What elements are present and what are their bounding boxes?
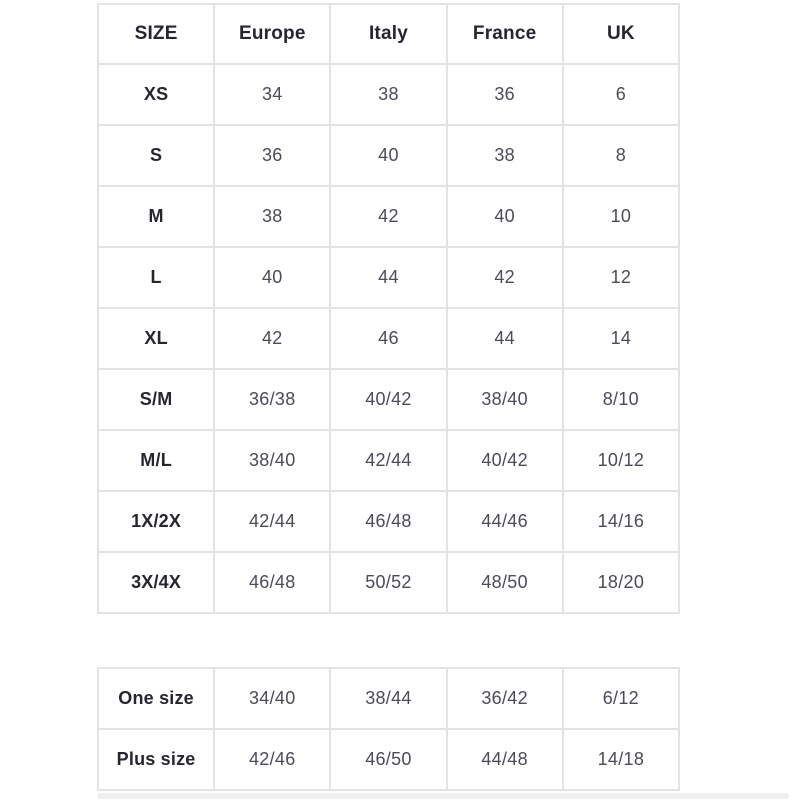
table-row xyxy=(98,668,679,729)
size-rows xyxy=(98,64,679,613)
value-cell: 46/50 xyxy=(330,729,446,790)
size-label-cell: XL xyxy=(98,308,214,369)
size-label-cell: XS xyxy=(98,64,214,125)
value-cell: 42 xyxy=(447,247,563,308)
table-row xyxy=(98,491,679,552)
header-cell-europe: Europe xyxy=(214,4,330,64)
value-cell: 38 xyxy=(447,125,563,186)
value-cell: 36 xyxy=(447,64,563,125)
special-size-rows xyxy=(98,668,679,790)
value-cell: 42/44 xyxy=(330,430,446,491)
value-cell: 44/46 xyxy=(447,491,563,552)
size-label-cell: S/M xyxy=(98,369,214,430)
value-cell: 10/12 xyxy=(563,430,679,491)
value-cell: 34/40 xyxy=(214,668,330,729)
value-cell: 46/48 xyxy=(330,491,446,552)
value-cell: 38/40 xyxy=(447,369,563,430)
horizontal-scrollbar[interactable] xyxy=(97,793,789,799)
value-cell: 46/48 xyxy=(214,552,330,613)
table-row xyxy=(98,430,679,491)
table-row xyxy=(98,186,679,247)
value-cell: 6 xyxy=(563,64,679,125)
value-cell: 42/44 xyxy=(214,491,330,552)
value-cell: 14/16 xyxy=(563,491,679,552)
table-row xyxy=(98,125,679,186)
value-cell: 10 xyxy=(563,186,679,247)
header-cell-italy: Italy xyxy=(330,4,446,64)
value-cell: 42/46 xyxy=(214,729,330,790)
value-cell: 34 xyxy=(214,64,330,125)
value-cell: 50/52 xyxy=(330,552,446,613)
value-cell: 44 xyxy=(330,247,446,308)
value-cell: 40 xyxy=(447,186,563,247)
value-cell: 6/12 xyxy=(563,668,679,729)
table-row xyxy=(98,729,679,790)
value-cell: 40 xyxy=(214,247,330,308)
size-conversion-table xyxy=(97,3,680,614)
header-cell-uk: UK xyxy=(563,4,679,64)
value-cell: 14/18 xyxy=(563,729,679,790)
value-cell: 8 xyxy=(563,125,679,186)
value-cell: 36/42 xyxy=(447,668,563,729)
value-cell: 38/44 xyxy=(330,668,446,729)
size-label-cell: Plus size xyxy=(98,729,214,790)
table-row xyxy=(98,369,679,430)
value-cell: 40/42 xyxy=(447,430,563,491)
value-cell: 40 xyxy=(330,125,446,186)
value-cell: 36/38 xyxy=(214,369,330,430)
size-label-cell: 1X/2X xyxy=(98,491,214,552)
table-row xyxy=(98,64,679,125)
size-label-cell: M/L xyxy=(98,430,214,491)
table-row xyxy=(98,308,679,369)
header-cell-france: France xyxy=(447,4,563,64)
value-cell: 38/40 xyxy=(214,430,330,491)
value-cell: 8/10 xyxy=(563,369,679,430)
size-label-cell: 3X/4X xyxy=(98,552,214,613)
table-row xyxy=(98,552,679,613)
value-cell: 38 xyxy=(330,64,446,125)
value-cell: 12 xyxy=(563,247,679,308)
value-cell: 36 xyxy=(214,125,330,186)
value-cell: 40/42 xyxy=(330,369,446,430)
size-label-cell: S xyxy=(98,125,214,186)
header-cell-size: SIZE xyxy=(98,4,214,64)
header-row xyxy=(98,4,679,64)
table-header xyxy=(98,4,679,64)
value-cell: 38 xyxy=(214,186,330,247)
value-cell: 44/48 xyxy=(447,729,563,790)
value-cell: 42 xyxy=(214,308,330,369)
size-label-cell: L xyxy=(98,247,214,308)
value-cell: 14 xyxy=(563,308,679,369)
value-cell: 44 xyxy=(447,308,563,369)
special-sizes-table xyxy=(97,667,680,791)
value-cell: 46 xyxy=(330,308,446,369)
value-cell: 18/20 xyxy=(563,552,679,613)
value-cell: 42 xyxy=(330,186,446,247)
size-label-cell: M xyxy=(98,186,214,247)
table-row xyxy=(98,247,679,308)
value-cell: 48/50 xyxy=(447,552,563,613)
size-label-cell: One size xyxy=(98,668,214,729)
